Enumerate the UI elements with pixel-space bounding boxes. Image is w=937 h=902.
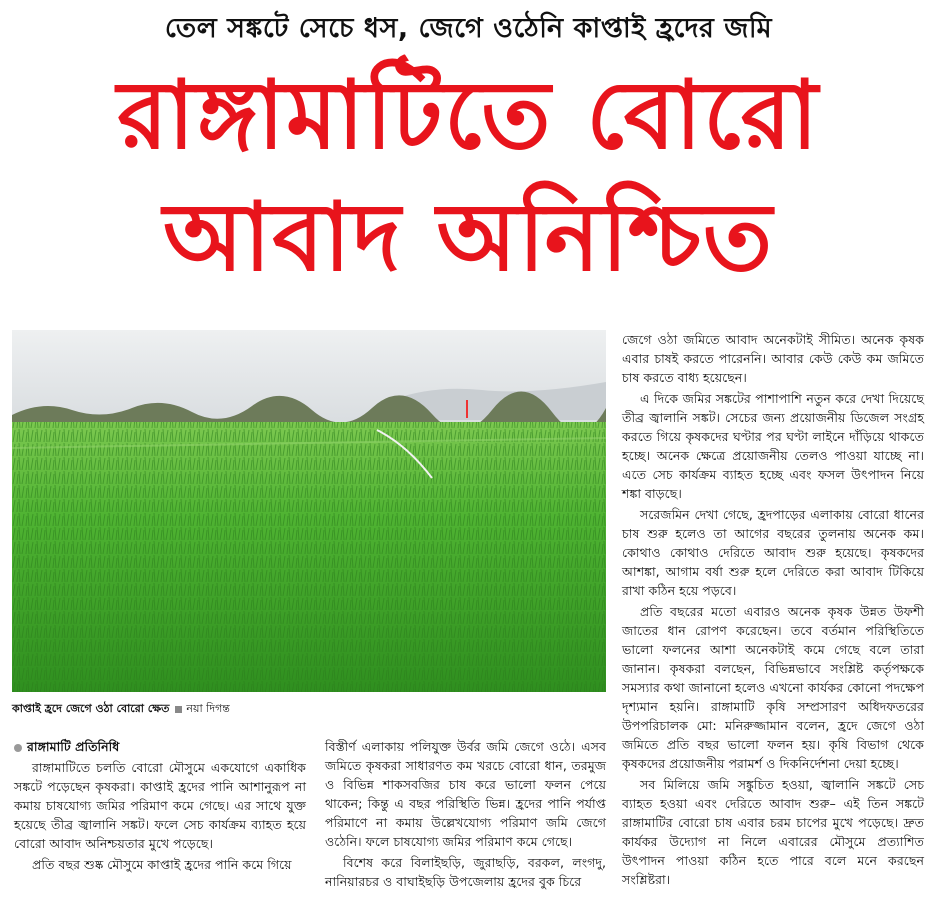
article-column-2 [325, 737, 606, 893]
headline-line-1: রাঙ্গামাটিতে বোরো [117, 60, 820, 171]
paragraph: সব মিলিয়ে জমি সঙ্কুচিত হওয়া, জ্বালানি সঙ্কটে সেচ ব্যাহত হওয়া এবং দেরিতে আবাদ শুরু– এই তিন সঙ্কটে রাঙ্গামাটির বোরো চাষ এবার চরম চাপের মুখে পড়েছে। দ্রুত কার্যকর উদ্যোগ না নিলে এবারের মৌসুমে প্রত্যাশিত উৎপাদন পাওয়া কঠিন হতে পারে বলে মনে করছেন সংশ্লিষ্টরা। [622, 777, 924, 887]
photo-credit: নয়া দিগন্ত [186, 702, 230, 715]
paragraph: প্রতি বছর শুষ্ক মৌসুমে কাপ্তাই হ্রদের পানি কমে গিয়ে [32, 857, 292, 872]
paragraph: সরেজমিন দেখা গেছে, হ্রদপাড়ের এলাকায় বোরো ধানের চাষ শুরু হলেও তা আগের বছরের তুলনায় অনেক কম। কোথাও কোথাও দেরিতে আবাদ শুরু হয়েছে। কৃষকদের আশঙ্কা, আগাম বর্ষা শুরু হলে দেরিতে করা আবাদ টিকিয়ে রাখা কঠিন হয়ে পড়বে। [622, 507, 924, 598]
paragraph: বিস্তীর্ণ এলাকায় পলিযুক্ত উর্বর জমি জেগে ওঠে। এসব জমিতে কৃষকরা সাধারণত কম খরচে বোরো ধান, তরমুজ ও বিভিন্ন শাকসবজির চাষ করে ভালো ফলন পেয়ে থাকেন; কিন্তু এ বছর পরিস্থিতি ভিন্ন। হ্রদের পানি পর্যাপ্ত পরিমাণে না কমায় উল্লেখযোগ্য পরিমাণ জমি জেগে ওঠেনি। ফলে চাষযোগ্য জমির পরিমাণ কমে গেছে। [325, 739, 606, 849]
photo-caption [12, 700, 230, 719]
paragraph: জেগে ওঠা জমিতে আবাদ অনেকটাই সীমিত। অনেক কৃষক এবার চাষই করতে পারেননি। আবার কেউ কেউ কম জমিতে চাষ করতে বাধ্য হয়েছেন। [622, 332, 924, 385]
paddy-field-photo [12, 330, 606, 692]
byline-text: রাঙ্গামাটি প্রতিনিধি [27, 739, 120, 754]
paragraph: প্রতি বছরের মতো এবারও অনেক কৃষক উন্নত উফশী জাতের ধান রোপণ করেছেন। তবে বর্তমান পরিস্থিতিতে ভালো ফলনের আশা অনেকটাই কমে গেছে বলে তারা জানান। কৃষকরা বলছেন, বিভিন্নভাবে সংশ্লিষ্ট কর্তৃপক্ষকে সমস্যার কথা জানানো হলেও এখনো কার্যকর কোনো পদক্ষেপ দৃশ্যমান হয়নি। রাঙ্গামাটি কৃষি সম্প্রসারণ অধিদফতরের উপপরিচালক মো: মনিরুজ্জামান বলেন, হ্রদে জেগে ওঠা জমিতে প্রতি বছর ভালো ফলন হয়। কৃষি বিভাগ থেকে কৃষকদের প্রয়োজনীয় পরামর্শ ও দিকনির্দেশনা দেয়া হচ্ছে। [622, 604, 924, 771]
square-bullet-icon [175, 706, 182, 713]
kicker: তেল সঙ্কটে সেচে ধস, জেগে ওঠেনি কাপ্তাই হ্রদের জমি [164, 13, 773, 44]
caption-text: কাপ্তাই হ্রদে জেগে ওঠা বোরো ক্ষেত [12, 702, 170, 715]
headline-line-2: আবাদ অনিশ্চিত [163, 182, 774, 293]
paragraph: এ দিকে জমির সঙ্কটের পাশাপাশি নতুন করে দেখা দিয়েছে তীব্র জ্বালানি সঙ্কট। সেচের জন্য প্রয়োজনীয় ডিজেল সংগ্রহ করতে গিয়ে কৃষকদের ঘণ্টার পর ঘণ্টা লাইনে দাঁড়িয়ে থাকতে হচ্ছে। অনেক ক্ষেত্রে প্রয়োজনীয় তেলও পাওয়া যাচ্ছে না। এতে সেচ কার্যক্রম ব্যাহত হচ্ছে এবং ফসল উৎপাদন নিয়ে শঙ্কা বাড়ছে। [622, 391, 924, 501]
article-column-3 [622, 330, 924, 891]
paragraph: রাঙ্গামাটিতে চলতি বোরো মৌসুমে একযোগে একাধিক সঙ্কটে পড়েছেন কৃষকরা। কাপ্তাই হ্রদের পানি আশানুরূপ না কমায় চাষযোগ্য জমির পরিমাণ কমে গেছে। এর সাথে যুক্ত হয়েছে তীব্র জ্বালানি সঙ্কট। ফলে সেচ কার্যক্রম ব্যাহত হয়ে বোরো আবাদ অনিশ্চয়তার মুখে পড়েছে। [14, 760, 306, 851]
article-column-1 [14, 737, 306, 876]
bullet-icon [14, 744, 22, 752]
paragraph: বিশেষ করে বিলাইছড়ি, জুরাছড়ি, বরকল, লংগদু, নানিয়ারচর ও বাঘাইছড়ি উপজেলায় হ্রদের বুক চিরে [325, 855, 606, 889]
byline [14, 737, 306, 756]
